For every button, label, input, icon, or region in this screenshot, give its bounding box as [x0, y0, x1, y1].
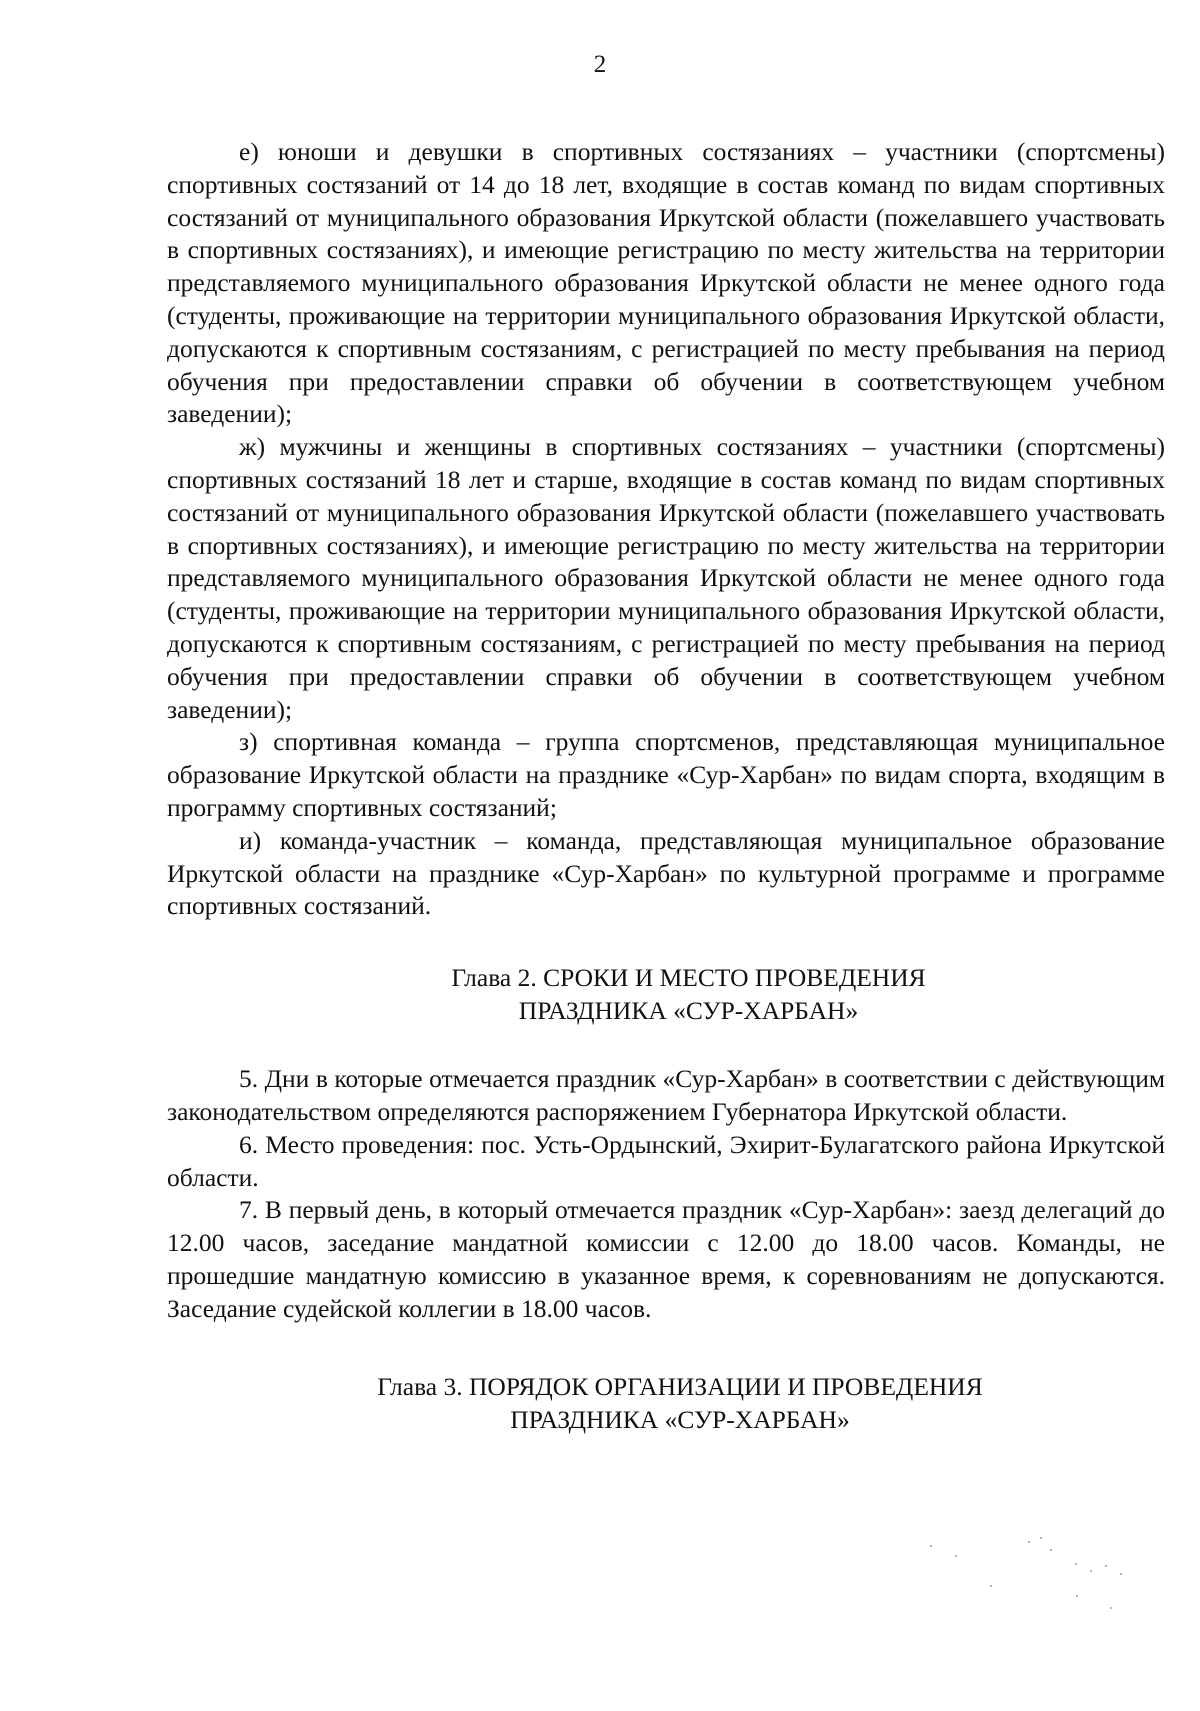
paragraph-5: 5. Дни в которые отмечается праздник «Сур-Харбан» в соответствии с действующим законодательством определяются распоряжением Губернатора Иркутской области. [167, 1064, 1165, 1126]
paragraph-i: и) команда-участник – команда, представляющая муниципальное образование Иркутской области на празднике «Сур-Харбан» по культурной программе и программе спортивных состязаний. [167, 825, 1165, 921]
chapter-2-title-line1: Глава 2. СРОКИ И МЕСТО ПРОВЕДЕНИЯ [451, 963, 926, 993]
paragraph-zh: ж) мужчины и женщины в спортивных состязаниях – участники (спортсмены) спортивных состязаний 18 лет и старше, входящие в состав команд по видам спортивных состязаний от муниципального образования Иркутской области (пожелавшего участвовать в спортивных состязаниях), и имеющие регистрацию по месту жительства на территории представляемого муниципального образования Иркутской области не менее одного года (студенты, проживающие на территории муниципального образования Иркутской области, допускаются к спортивным состязаниям, с регистрацией по месту пребывания на период обучения при предоставлении справки об обучении в соответствующем учебном заведении); [167, 432, 1165, 724]
paragraph-6: 6. Место проведения: пос. Усть-Ордынский, Эхирит-Булагатского района Иркутской области. [167, 1129, 1165, 1192]
chapter-3-heading [167, 1370, 1165, 1436]
chapter-3-title-line2: ПРАЗДНИКА «СУР-ХАРБАН» [510, 1404, 850, 1434]
scan-noise-specks [900, 1535, 1160, 1615]
document-body [167, 136, 1165, 1436]
paragraph-z: з) спортивная команда – группа спортсменов, представляющая муниципальное образование Иркутской области на празднике «Сур-Харбан» по видам спорта, входящим в программу спортивных состязаний; [167, 727, 1165, 822]
chapter-2-heading [167, 961, 1165, 1027]
chapter-2-title-line2: ПРАЗДНИКА «СУР-ХАРБАН» [518, 996, 859, 1026]
page-number: 2 [593, 51, 607, 78]
paragraph-7: 7. В первый день, в который отмечается праздник «Сур-Харбан»: заезд делегаций до 12.00 часов, заседание мандатной комиссии с 12.00 до 18.00 часов. Команды, не прошедшие мандатную комиссию в указанное время, к соревнованиям не допускаются. Заседание судейской коллегии в 18.00 часов. [167, 1195, 1165, 1323]
paragraph-e: е) юноши и девушки в спортивных состязаниях – участники (спортсмены) спортивных состязаний от 14 до 18 лет, входящие в состав команд по видам спортивных состязаний от муниципального образования Иркутской области (пожелавшего участвовать в спортивных состязаниях), и имеющие регистрацию по месту жительства на территории представляемого муниципального образования Иркутской области не менее одного года (студенты, проживающие на территории муниципального образования Иркутской области, допускаются к спортивным состязаниям, с регистрацией по месту пребывания на период обучения при предоставлении справки об обучении в соответствующем учебном заведении); [167, 137, 1165, 429]
chapter-3-title-line1: Глава 3. ПОРЯДОК ОРГАНИЗАЦИИ И ПРОВЕДЕНИЯ [377, 1371, 983, 1401]
